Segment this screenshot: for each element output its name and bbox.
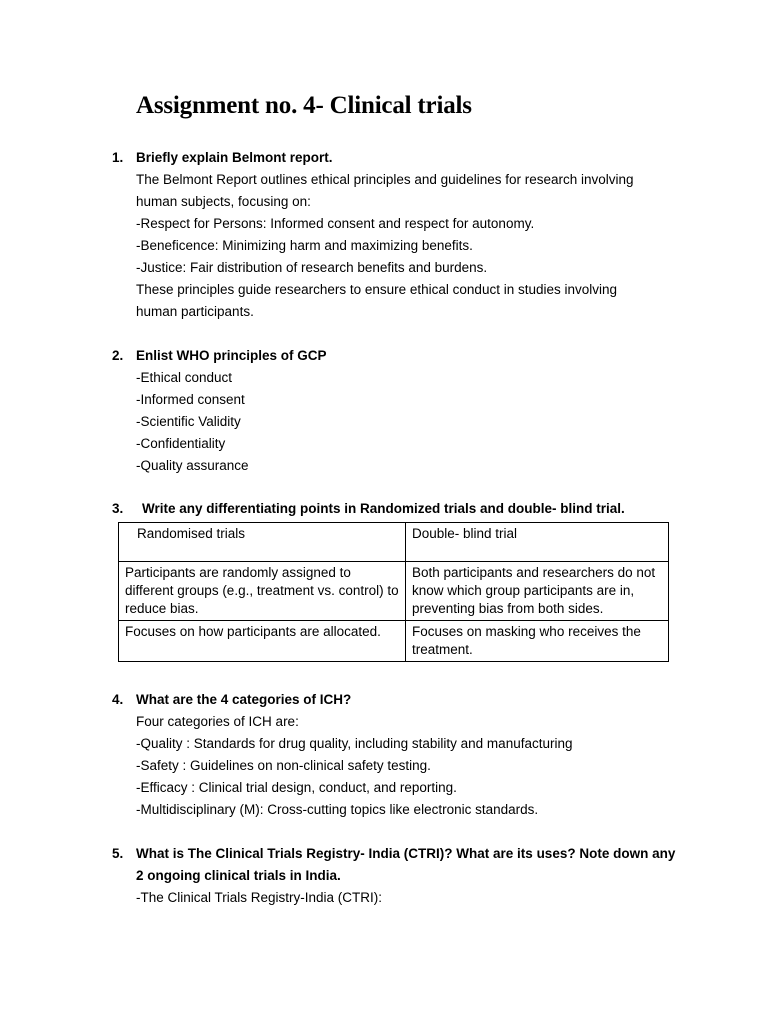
answer-line: -Confidentiality — [136, 436, 226, 451]
question-number: 4. — [112, 692, 124, 707]
comparison-table — [118, 522, 669, 662]
answer-block — [136, 887, 696, 909]
answer-line: human participants. — [136, 304, 254, 319]
table-row — [119, 562, 669, 621]
table-row — [119, 621, 669, 662]
answer-line: -Scientific Validity — [136, 414, 241, 429]
question-text: Briefly explain Belmont report. — [136, 150, 333, 165]
answer-block — [136, 169, 696, 323]
answer-line: -Respect for Persons: Informed consent and respect for autonomy. — [136, 216, 535, 231]
answer-line: -Justice: Fair distribution of research benefits and burdens. — [136, 260, 488, 275]
answer-line: -Efficacy : Clinical trial design, conduct, and reporting. — [136, 780, 457, 795]
answer-line: These principles guide researchers to ensure ethical conduct in studies involving — [136, 282, 618, 297]
answer-line: -Safety : Guidelines on non-clinical safety testing. — [136, 758, 431, 773]
page-title: Assignment no. 4- Clinical trials — [136, 92, 472, 119]
table-cell: Focuses on masking who receives the treatment. — [406, 621, 669, 662]
question-number: 3. — [112, 501, 124, 516]
answer-block — [136, 367, 696, 477]
question-number: 5. — [112, 846, 124, 861]
answer-line: -The Clinical Trials Registry-India (CTRI): — [136, 890, 383, 905]
answer-line: -Multidisciplinary (M): Cross-cutting topics like electronic standards. — [136, 802, 539, 817]
answer-line: -Ethical conduct — [136, 370, 233, 385]
table-header-row — [119, 523, 669, 562]
answer-line: Four categories of ICH are: — [136, 714, 299, 729]
answer-line: -Informed consent — [136, 392, 245, 407]
question-text: What is The Clinical Trials Registry- India (CTRI)? What are its uses? Note down any 2 ongoing clinical trials in India. — [136, 846, 676, 883]
question-number: 2. — [112, 348, 124, 363]
answer-line: The Belmont Report outlines ethical principles and guidelines for research involving — [136, 172, 634, 187]
question-text: What are the 4 categories of ICH? — [136, 692, 352, 707]
answer-line: -Quality assurance — [136, 458, 249, 473]
table-header-cell: Double- blind trial — [406, 523, 669, 562]
answer-line: -Beneficence: Minimizing harm and maximizing benefits. — [136, 238, 473, 253]
question-number: 1. — [112, 150, 124, 165]
table-header-cell: Randomised trials — [119, 523, 406, 562]
answer-line: -Quality : Standards for drug quality, including stability and manufacturing — [136, 736, 573, 751]
question-text: Write any differentiating points in Randomized trials and double- blind trial. — [142, 501, 625, 516]
answer-line: human subjects, focusing on: — [136, 194, 311, 209]
table-cell: Participants are randomly assigned to different groups (e.g., treatment vs. control) to reduce bias. — [119, 562, 406, 621]
table-cell: Both participants and researchers do not know which group participants are in, preventing bias from both sides. — [406, 562, 669, 621]
answer-block — [136, 711, 696, 821]
question-text: Enlist WHO principles of GCP — [136, 348, 327, 363]
table-cell: Focuses on how participants are allocated. — [119, 621, 406, 662]
